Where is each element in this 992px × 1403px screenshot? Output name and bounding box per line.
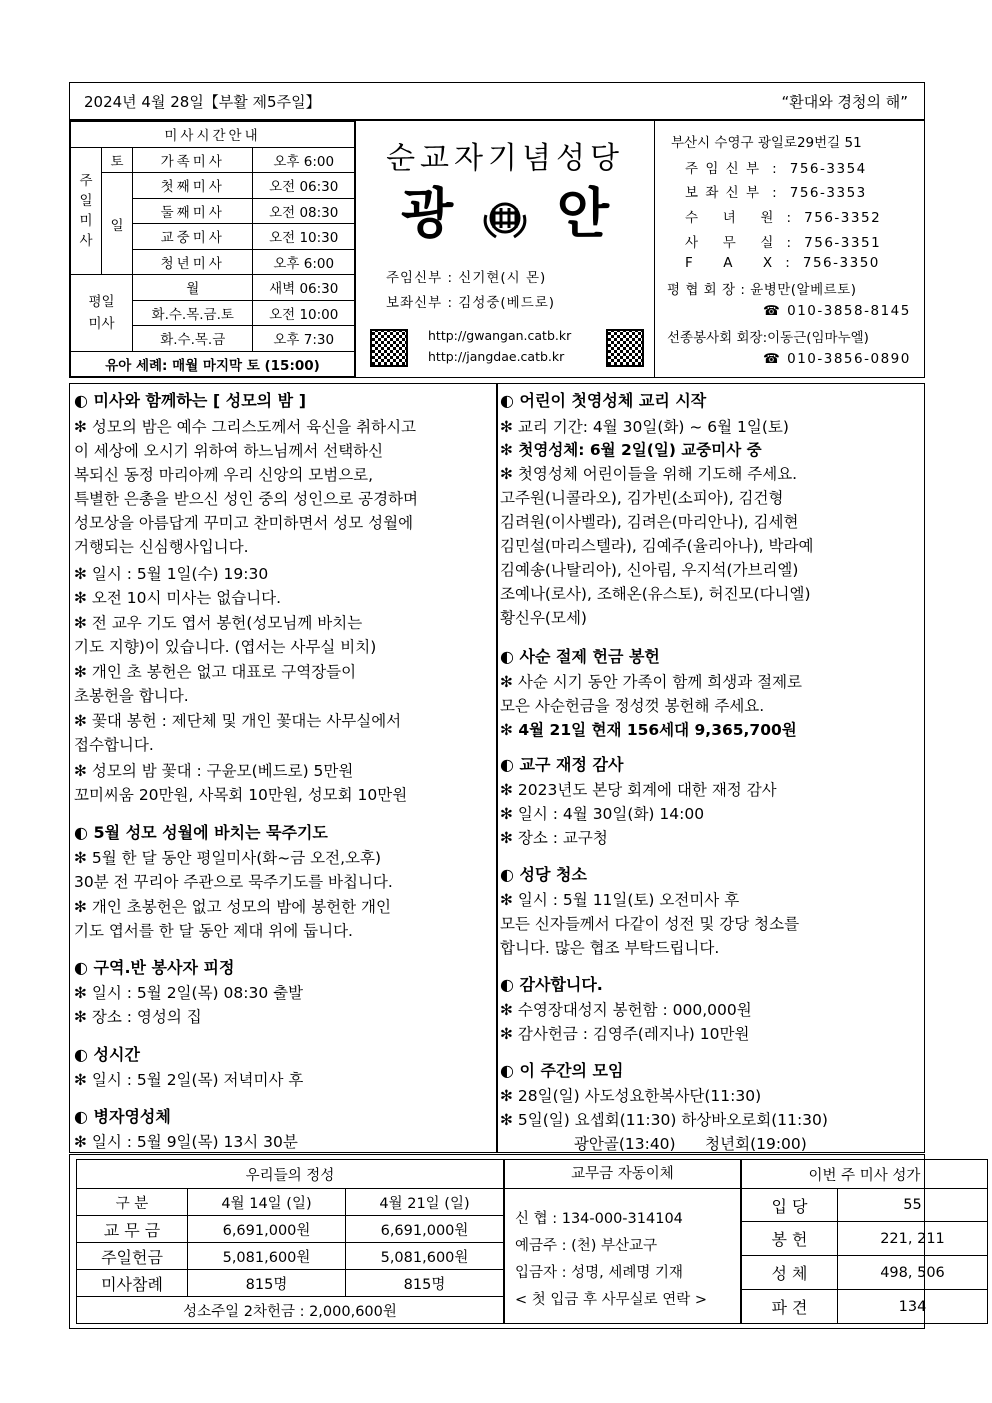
- notice-line: 김민설(마리스텔라), 김예주(율리아나), 박라예: [500, 537, 814, 555]
- section-title: ◐ 성시간: [74, 1045, 140, 1064]
- hymn-number: 221, 211: [838, 1222, 988, 1256]
- column-header: 4월 14일 (일): [188, 1189, 346, 1216]
- notice-line: ✻ 전 교우 기도 엽서 봉헌(성모님께 바치는: [74, 614, 363, 632]
- cell-value: 815명: [346, 1270, 504, 1297]
- mass-time: 오전 08:30: [253, 198, 355, 224]
- notice-line: ✻ 2023년도 본당 회계에 대한 재정 감사: [500, 781, 777, 799]
- websites: [428, 325, 571, 367]
- notice-line: 광안골(13:40) 청년회(19:00): [500, 1135, 807, 1153]
- section-title: ◐ 병자영성체: [74, 1107, 171, 1126]
- contact-instruction: < 첫 입금 후 사무실로 연락 >: [515, 1292, 708, 1308]
- pastor: 주임신부 : 신기현(시 몬): [386, 270, 547, 286]
- contact-block: [654, 120, 925, 378]
- phone-line: 수 녀 원 : 756-3352: [685, 210, 882, 226]
- church-name: 순교자기념성당: [386, 141, 624, 176]
- mass-time: 오전 10:00: [253, 300, 355, 326]
- notice-line: ✻ 오전 10시 미사는 없습니다.: [74, 589, 282, 607]
- weekday-mass-label: 평일 미사: [71, 275, 133, 352]
- notice-line: ✻ 일시 : 5월 1일(수) 19:30: [74, 565, 269, 583]
- row-label: 입 당: [742, 1189, 838, 1222]
- row-label: 미사참례: [77, 1270, 188, 1297]
- notice-line: ✻ 일시 : 4월 30일(화) 14:00: [500, 805, 705, 823]
- column-divider: [496, 383, 498, 1153]
- cell-value: 6,691,000원: [188, 1216, 346, 1243]
- parish-emblem-icon: [472, 193, 538, 243]
- cell-value: 5,081,600원: [346, 1243, 504, 1270]
- mass-time: 오후 6:00: [253, 249, 355, 275]
- mass-name: 교중미사: [133, 224, 253, 250]
- notice-line: ✻ 교리 기간: 4월 30일(화) ~ 6월 1일(토): [500, 418, 789, 436]
- assistant-pastor: 보좌신부 : 김성중(베드로): [386, 295, 556, 311]
- notice-line: 꼬미씨움 20만원, 사목회 10만원, 성모회 10만원: [74, 786, 408, 804]
- offering-title: 우리들의 정성: [77, 1160, 504, 1189]
- notice-line: ✻ 일시 : 5월 11일(토) 오전미사 후: [500, 891, 740, 909]
- section-title: ◐ 성당 청소: [500, 865, 587, 884]
- offering-table: [76, 1159, 504, 1324]
- website-link[interactable]: http://gwangan.catb.kr: [428, 328, 572, 343]
- notice-line: 조예나(로사), 조해온(유스토), 허진모(다니엘): [500, 585, 811, 603]
- row-label: 봉 헌: [742, 1222, 838, 1256]
- phone-line: 주 임 신 부 : 756-3354: [685, 161, 867, 177]
- row-label: 교 무 금: [77, 1216, 188, 1243]
- section-title: ◐ 어린이 첫영성체 교리 시작: [500, 391, 707, 410]
- hymn-title: 이번 주 미사 성가: [742, 1160, 988, 1189]
- notice-line: ✻ 일시 : 5월 9일(목) 13시 30분: [74, 1133, 298, 1151]
- notice-line: ✻ 장소 : 영성의 집: [74, 1008, 202, 1026]
- mass-name: 청년미사: [133, 249, 253, 275]
- notice-line: ✻ 일시 : 5월 2일(목) 08:30 출발: [74, 984, 304, 1002]
- notice-line: ✻ 수영장대성지 봉헌함 : 000,000원: [500, 1001, 752, 1019]
- bulletin-date: 2024년 4월 28일【부활 제5주일】: [84, 93, 321, 111]
- column-header: 구 분: [77, 1189, 188, 1216]
- section-title: ◐ 5월 성모 성월에 바치는 묵주기도: [74, 823, 328, 842]
- notice-line: ✻ 성모의 밤 꽃대 : 구윤모(베드로) 5만원: [74, 762, 354, 780]
- address: 부산시 수영구 광일로29번길 51: [671, 135, 862, 151]
- section-title: ◐ 사순 절제 헌금 봉헌: [500, 647, 660, 666]
- notice-line: ✻ 성모의 밤은 예수 그리스도께서 육신을 취하시고: [74, 418, 417, 436]
- parish-name: 광 안: [401, 181, 609, 245]
- notice-line: 성모상을 아름답게 꾸미고 찬미하면서 성모 성월에: [74, 514, 414, 532]
- fax-line: F A X : 756-3350: [685, 255, 880, 271]
- hymn-number: 498, 506: [838, 1256, 988, 1290]
- qr-code-icon: [370, 329, 408, 367]
- header-bar: [69, 82, 925, 120]
- notice-line: 거행되는 신심행사입니다.: [74, 538, 249, 556]
- auto-transfer-title: 교무금 자동이체: [505, 1160, 740, 1189]
- hymn-table: [741, 1159, 988, 1324]
- notice-line: ✻ 개인 초봉헌은 없고 성모의 밤에 봉헌한 개인: [74, 898, 391, 916]
- mass-name: 가족미사: [133, 147, 253, 173]
- volunteer-phone: ☎ 010-3856-0890: [763, 351, 911, 367]
- saturday-label: 토: [102, 147, 133, 173]
- notice-line: ✻ 5월 한 달 동안 평일미사(화~금 오전,오후): [74, 849, 382, 867]
- cell-value: 815명: [188, 1270, 346, 1297]
- account-holder: 예금주 : (천) 부산교구: [515, 1238, 658, 1254]
- mass-time: 오전 06:30: [253, 173, 355, 199]
- notice-line: ✻ 개인 초 봉헌은 없고 대표로 구역장들이: [74, 663, 357, 681]
- notice-line: 김려원(이사벨라), 김려은(마리안나), 김세현: [500, 513, 799, 531]
- mass-time: 오전 10:30: [253, 224, 355, 250]
- section-title: ◐ 구역.반 봉사자 피정: [74, 958, 235, 977]
- mass-time: 오후 6:00: [253, 147, 355, 173]
- cell-value: 6,691,000원: [346, 1216, 504, 1243]
- council-president: 평 협 회 장 : 윤병만(알베르토): [667, 282, 857, 298]
- sunday-mass-label: 주 일 미 사: [71, 147, 102, 275]
- qr-code-icon: [606, 329, 644, 367]
- council-phone: ☎ 010-3858-8145: [763, 303, 911, 319]
- church-title-block: [356, 120, 654, 378]
- notice-line: 이 세상에 오시기 위하여 하느님께서 선택하신: [74, 442, 384, 460]
- notice-line: ✻ 첫영성체 어린이들을 위해 기도해 주세요.: [500, 465, 798, 483]
- notice-line: 복되신 동정 마리아께 우리 신앙의 모범으로,: [74, 466, 374, 484]
- mass-time: 새벽 06:30: [253, 275, 355, 301]
- notice-line: 초봉헌을 합니다.: [74, 687, 189, 705]
- notice-line: 특별한 은총을 받으신 성인 중의 성인으로 공경하며: [74, 490, 418, 508]
- mass-schedule: [69, 120, 356, 378]
- sunday-label: 일: [102, 173, 133, 275]
- website-link[interactable]: http://jangdae.catb.kr: [428, 349, 565, 364]
- notice-line: 고주원(니콜라오), 김가빈(소피아), 김건형: [500, 489, 784, 507]
- notice-line: 접수합니다.: [74, 736, 154, 754]
- notice-line: ✻ 4월 21일 현재 156세대 9,365,700원: [500, 721, 797, 739]
- notice-line: 합니다. 많은 협조 부탁드립니다.: [500, 939, 720, 957]
- section-title: ◐ 감사합니다.: [500, 975, 603, 994]
- notice-line: 기도 지향)이 있습니다. (엽서는 사무실 비치): [74, 638, 377, 656]
- mass-name: 둘째미사: [133, 198, 253, 224]
- row-label: 주일헌금: [77, 1243, 188, 1270]
- priests: [386, 266, 555, 316]
- notice-line: 기도 엽서를 한 달 동안 제대 위에 둡니다.: [74, 922, 353, 940]
- mass-name: 월: [133, 275, 253, 301]
- mass-name: 화.수.목.금.토: [133, 300, 253, 326]
- notice-line: ✻ 장소 : 교구청: [500, 829, 608, 847]
- auto-transfer-box: [504, 1159, 741, 1324]
- mass-schedule-title: 미사시간안내: [71, 122, 355, 148]
- notice-line: ✻ 사순 시기 동안 가족이 함께 희생과 절제로: [500, 673, 803, 691]
- notice-line: ✻ 일시 : 5월 2일(목) 저녁미사 후: [74, 1071, 304, 1089]
- hymn-number: 55: [838, 1189, 988, 1222]
- bottom-panel: [69, 1154, 945, 1329]
- notice-line: 김예송(나탈리아), 신아림, 우지석(가브리엘): [500, 561, 799, 579]
- notice-line: ✻ 5일(일) 요셉회(11:30) 하상바오로회(11:30): [500, 1111, 828, 1129]
- row-label: 파 견: [742, 1290, 838, 1324]
- notice-line: 모든 신자들께서 다같이 성전 및 강당 청소를: [500, 915, 800, 933]
- notice-line: ✻ 첫영성체: 6월 2일(일) 교중미사 중: [500, 441, 762, 459]
- section-title: ◐ 교구 재정 감사: [500, 755, 624, 774]
- column-header: 4월 21일 (일): [346, 1189, 504, 1216]
- cell-value: 5,081,600원: [188, 1243, 346, 1270]
- notice-line: 모은 사순헌금을 정성껏 봉헌해 주세요.: [500, 697, 765, 715]
- notice-line: 황신우(모세): [500, 609, 587, 627]
- notice-line: ✻ 감사헌금 : 김영주(레지나) 10만원: [500, 1025, 750, 1043]
- notice-line: ✻ 28일(일) 사도성요한복사단(11:30): [500, 1087, 762, 1105]
- mass-time: 오후 7:30: [253, 326, 355, 352]
- hymn-number: 134: [838, 1290, 988, 1324]
- bank-account: 신 협 : 134-000-314104: [515, 1211, 683, 1227]
- vocation-offering-note: 성소주일 2차헌금 : 2,000,600원: [77, 1297, 504, 1324]
- notice-line: ✻ 꽃대 봉헌 : 제단체 및 개인 꽃대는 사무실에서: [74, 712, 402, 730]
- section-title: ◐ 이 주간의 모임: [500, 1061, 624, 1080]
- row-label: 성 체: [742, 1256, 838, 1290]
- section-title: ◐ 미사와 함께하는 [ 성모의 밤 ]: [74, 391, 307, 410]
- mass-name: 첫째미사: [133, 173, 253, 199]
- depositor-instruction: 입금자 : 성명, 세례명 기재: [515, 1265, 684, 1281]
- phone-line: 보 좌 신 부 : 756-3353: [685, 185, 867, 201]
- notice-line: 30분 전 꾸리아 주관으로 묵주기도를 바칩니다.: [74, 873, 393, 891]
- phone-line: 사 무 실 : 756-3351: [685, 235, 882, 251]
- mass-name: 화.수.목.금: [133, 326, 253, 352]
- year-motto: “환대와 경청의 해”: [781, 93, 908, 111]
- baptism-note: 유아 세례: 매월 마지막 토 (15:00): [71, 351, 355, 377]
- volunteer-president: 선종봉사회 회장:이동근(임마누엘): [667, 330, 869, 346]
